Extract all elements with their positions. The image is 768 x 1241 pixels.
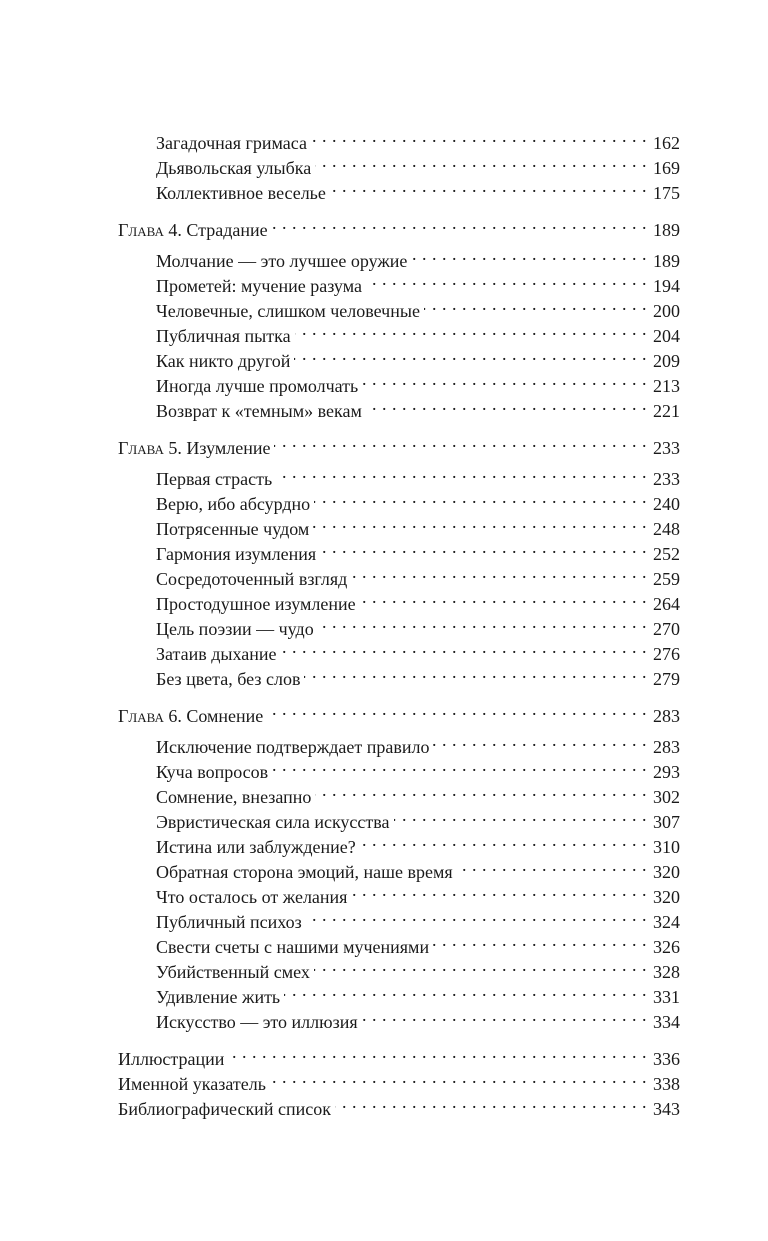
entry-title: Коллективное веселье — [156, 183, 326, 203]
toc-entry — [118, 242, 680, 271]
entry-page: 343 — [653, 1099, 680, 1119]
toc-chapter-5 — [118, 429, 680, 458]
dot-leader — [313, 510, 647, 535]
dot-leader — [315, 149, 647, 174]
dot-leader — [424, 292, 647, 317]
entry-title: Верю, ибо абсурдно — [156, 494, 311, 514]
entry-page: 209 — [653, 351, 680, 371]
chapter-name: 6. Сомнение — [163, 706, 264, 726]
table-of-contents — [118, 124, 680, 1119]
entry-page: 259 — [653, 569, 680, 589]
chapter-title — [118, 436, 274, 461]
dot-leader — [366, 267, 647, 292]
entry-page: 279 — [653, 669, 680, 689]
entry-title: Затаив дыхание — [156, 644, 277, 664]
entry-title: Молчание — это лучшее оружие — [156, 251, 408, 271]
toc-entry — [118, 124, 680, 153]
toc-chapter-4 — [118, 211, 680, 240]
entry-title: Исключение подтверждает правило — [156, 737, 430, 757]
entry-title: Возврат к «темным» векам — [156, 401, 362, 421]
entry-title: Цель поэзии — чудо — [156, 619, 314, 639]
chapter-title — [118, 218, 272, 243]
chapter-page: 189 — [653, 220, 680, 240]
chapter-title — [118, 704, 267, 729]
dot-leader — [295, 317, 647, 342]
entry-page: 189 — [653, 251, 680, 271]
dot-leader — [330, 174, 647, 199]
chapter-name: 4. Страдание — [163, 220, 268, 240]
entry-page: 213 — [653, 376, 680, 396]
dot-leader — [284, 978, 647, 1003]
entry-page: 326 — [653, 937, 680, 957]
dot-leader — [362, 367, 647, 392]
entry-title: Иногда лучше промолчать — [156, 376, 359, 396]
entry-title: Куча вопросов — [156, 762, 269, 782]
entry-page: 324 — [653, 912, 680, 932]
entry-page: 204 — [653, 326, 680, 346]
entry-title: Свести счеты с нашими мучениями — [156, 937, 430, 957]
entry-page: 307 — [653, 812, 680, 832]
dot-leader — [411, 242, 647, 267]
dot-leader — [433, 928, 647, 953]
dot-leader — [314, 953, 647, 978]
entry-title: Простодушное изумление — [156, 594, 356, 614]
dot-leader — [457, 853, 647, 878]
chapter-page: 283 — [653, 706, 680, 726]
dot-leader — [320, 535, 647, 560]
entry-title: Эвристическая сила искусства — [156, 812, 390, 832]
entry-page: 283 — [653, 737, 680, 757]
entry-title: Публичная пытка — [156, 326, 291, 346]
entry-page: 320 — [653, 887, 680, 907]
dot-leader — [270, 1065, 647, 1090]
entry-page: 320 — [653, 862, 680, 882]
entry-page: 200 — [653, 301, 680, 321]
entry-title: Удивление жить — [156, 987, 281, 1007]
entry-page: 248 — [653, 519, 680, 539]
dot-leader — [351, 560, 647, 585]
entry-page: 252 — [653, 544, 680, 564]
toc-back-matter-entry — [118, 1040, 680, 1069]
dot-leader — [228, 1040, 647, 1065]
dot-leader — [304, 660, 647, 685]
dot-leader — [272, 753, 647, 778]
entry-page: 293 — [653, 762, 680, 782]
dot-leader — [274, 429, 647, 454]
entry-page: 162 — [653, 133, 680, 153]
entry-page: 169 — [653, 158, 680, 178]
dot-leader — [294, 342, 647, 367]
chapter-name: 5. Изумление — [163, 438, 271, 458]
entry-title: Как никто другой — [156, 351, 291, 371]
entry-page: 276 — [653, 644, 680, 664]
chapter-page: 233 — [653, 438, 680, 458]
entry-title: Без цвета, без слов — [156, 669, 301, 689]
dot-leader — [360, 828, 647, 853]
entry-page: 240 — [653, 494, 680, 514]
entry-title: Что осталось от желания — [156, 887, 348, 907]
entry-title: Иллюстрации — [118, 1049, 225, 1069]
entry-page: 302 — [653, 787, 680, 807]
entry-page: 336 — [653, 1049, 680, 1069]
chapter-label: Глава — [118, 706, 164, 726]
toc-entry — [118, 728, 680, 757]
entry-page: 175 — [653, 183, 680, 203]
dot-leader — [360, 585, 647, 610]
entry-title: Убийственный смех — [156, 962, 310, 982]
chapter-label: Глава — [118, 220, 164, 240]
dot-leader — [351, 878, 647, 903]
entry-title: Истина или заблуждение? — [156, 837, 356, 857]
entry-title: Обратная сторона эмоций, наше время — [156, 862, 453, 882]
entry-title: Потрясенные чудом — [156, 519, 310, 539]
toc-entry — [118, 460, 680, 489]
dot-leader — [362, 1003, 647, 1028]
entry-title: Публичный психоз — [156, 912, 302, 932]
dot-leader — [366, 392, 647, 417]
dot-leader — [335, 1090, 647, 1115]
entry-page: 338 — [653, 1074, 680, 1094]
entry-page: 331 — [653, 987, 680, 1007]
entry-page: 194 — [653, 276, 680, 296]
entry-title: Библиографический список — [118, 1099, 331, 1119]
entry-title: Гармония изумления — [156, 544, 317, 564]
entry-title: Человечные, слишком человечные — [156, 301, 420, 321]
entry-page: 328 — [653, 962, 680, 982]
toc-chapter-6 — [118, 697, 680, 726]
entry-title: Сосредоточенный взгляд — [156, 569, 348, 589]
dot-leader — [272, 211, 647, 236]
dot-leader — [306, 903, 647, 928]
entry-title: Искусство — это иллюзия — [156, 1012, 358, 1032]
dot-leader — [433, 728, 647, 753]
entry-title: Прометей: мучение разума — [156, 276, 362, 296]
entry-page: 334 — [653, 1012, 680, 1032]
entry-title: Первая страсть — [156, 469, 273, 489]
dot-leader — [267, 697, 647, 722]
entry-title: Именной указатель — [118, 1074, 266, 1094]
entry-page: 221 — [653, 401, 680, 421]
chapter-label: Глава — [118, 438, 164, 458]
entry-page: 270 — [653, 619, 680, 639]
entry-title: Дьявольская улыбка — [156, 158, 312, 178]
entry-page: 310 — [653, 837, 680, 857]
dot-leader — [314, 485, 647, 510]
entry-title: Загадочная гримаса — [156, 133, 307, 153]
dot-leader — [315, 778, 647, 803]
entry-page: 264 — [653, 594, 680, 614]
dot-leader — [281, 635, 647, 660]
entry-page: 233 — [653, 469, 680, 489]
dot-leader — [311, 124, 647, 149]
dot-leader — [318, 610, 647, 635]
dot-leader — [394, 803, 647, 828]
dot-leader — [276, 460, 647, 485]
entry-title: Сомнение, внезапно — [156, 787, 312, 807]
